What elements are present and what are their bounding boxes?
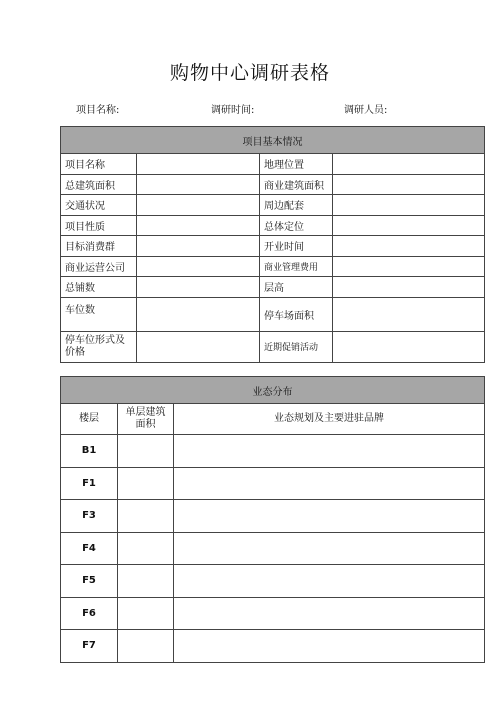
field-value[interactable]: [333, 236, 485, 257]
table-row: [61, 597, 485, 630]
field-value[interactable]: [333, 331, 485, 362]
field-label: 近期促销活动: [260, 331, 333, 362]
plan-cell[interactable]: [174, 500, 485, 533]
area-cell[interactable]: [118, 435, 174, 468]
floor-label: B1: [61, 435, 118, 468]
table-row: [61, 297, 485, 331]
field-value[interactable]: [333, 215, 485, 236]
table-row: [61, 195, 485, 216]
plan-cell[interactable]: [174, 565, 485, 598]
table-row: [61, 467, 485, 500]
floor-label: F1: [61, 467, 118, 500]
table-row: [61, 277, 485, 298]
field-label: 车位数: [61, 297, 137, 331]
field-label: 层高: [260, 277, 333, 298]
field-value[interactable]: [333, 195, 485, 216]
field-value[interactable]: [137, 277, 260, 298]
table-header-row: [61, 404, 485, 435]
surveyor-label: 调研人员:: [344, 105, 388, 116]
field-value[interactable]: [137, 256, 260, 277]
basic-info-header: 项目基本情况: [61, 127, 485, 154]
floor-label: F4: [61, 532, 118, 565]
field-label: 总建筑面积: [61, 174, 137, 195]
table-row: [61, 532, 485, 565]
table-row: [61, 236, 485, 257]
column-header-floor: 楼层: [61, 404, 118, 435]
field-label: 开业时间: [260, 236, 333, 257]
field-value[interactable]: [137, 215, 260, 236]
area-cell[interactable]: [118, 500, 174, 533]
column-header-plan: 业态规划及主要进驻品牌: [174, 404, 485, 435]
field-label: 商业运营公司: [61, 256, 137, 277]
floor-label: F6: [61, 597, 118, 630]
field-value[interactable]: [333, 277, 485, 298]
business-layout-header: 业态分布: [61, 377, 485, 404]
area-cell[interactable]: [118, 467, 174, 500]
column-header-area: 单层建筑面积: [118, 404, 174, 435]
business-layout-table: [60, 376, 485, 663]
field-value[interactable]: [137, 331, 260, 362]
field-label: 项目名称: [61, 154, 137, 175]
field-value[interactable]: [333, 154, 485, 175]
page-title: 购物中心调研表格: [169, 62, 330, 84]
field-label: 商业管理费用: [260, 256, 333, 277]
field-value[interactable]: [137, 236, 260, 257]
field-value[interactable]: [137, 154, 260, 175]
plan-cell[interactable]: [174, 630, 485, 663]
table-row: [61, 435, 485, 468]
floor-label: F5: [61, 565, 118, 598]
field-label: 商业建筑面积: [260, 174, 333, 195]
table-row: [61, 174, 485, 195]
table-row: [61, 154, 485, 175]
field-value[interactable]: [333, 256, 485, 277]
floor-label: F7: [61, 630, 118, 663]
table-row: [61, 215, 485, 236]
project-name-label: 项目名称:: [76, 105, 120, 116]
field-label: 周边配套: [260, 195, 333, 216]
area-cell[interactable]: [118, 630, 174, 663]
field-label: 停车场面积: [260, 297, 333, 331]
field-value[interactable]: [137, 297, 260, 331]
table-row: [61, 565, 485, 598]
table-row: [61, 331, 485, 362]
area-cell[interactable]: [118, 532, 174, 565]
table-row: [61, 500, 485, 533]
plan-cell[interactable]: [174, 435, 485, 468]
field-label: 项目性质: [61, 215, 137, 236]
field-label: 停车位形式及价格: [61, 331, 137, 362]
plan-cell[interactable]: [174, 467, 485, 500]
field-label: 目标消费群: [61, 236, 137, 257]
basic-info-table: [60, 126, 485, 363]
field-value[interactable]: [333, 297, 485, 331]
table-row: [61, 256, 485, 277]
field-value[interactable]: [137, 195, 260, 216]
field-value[interactable]: [333, 174, 485, 195]
floor-label: F3: [61, 500, 118, 533]
table-row: [61, 630, 485, 663]
field-label: 地理位置: [260, 154, 333, 175]
survey-time-label: 调研时间:: [211, 105, 255, 116]
plan-cell[interactable]: [174, 532, 485, 565]
field-label: 总体定位: [260, 215, 333, 236]
field-value[interactable]: [137, 174, 260, 195]
area-cell[interactable]: [118, 565, 174, 598]
plan-cell[interactable]: [174, 597, 485, 630]
field-label: 总铺数: [61, 277, 137, 298]
area-cell[interactable]: [118, 597, 174, 630]
field-label: 交通状况: [61, 195, 137, 216]
